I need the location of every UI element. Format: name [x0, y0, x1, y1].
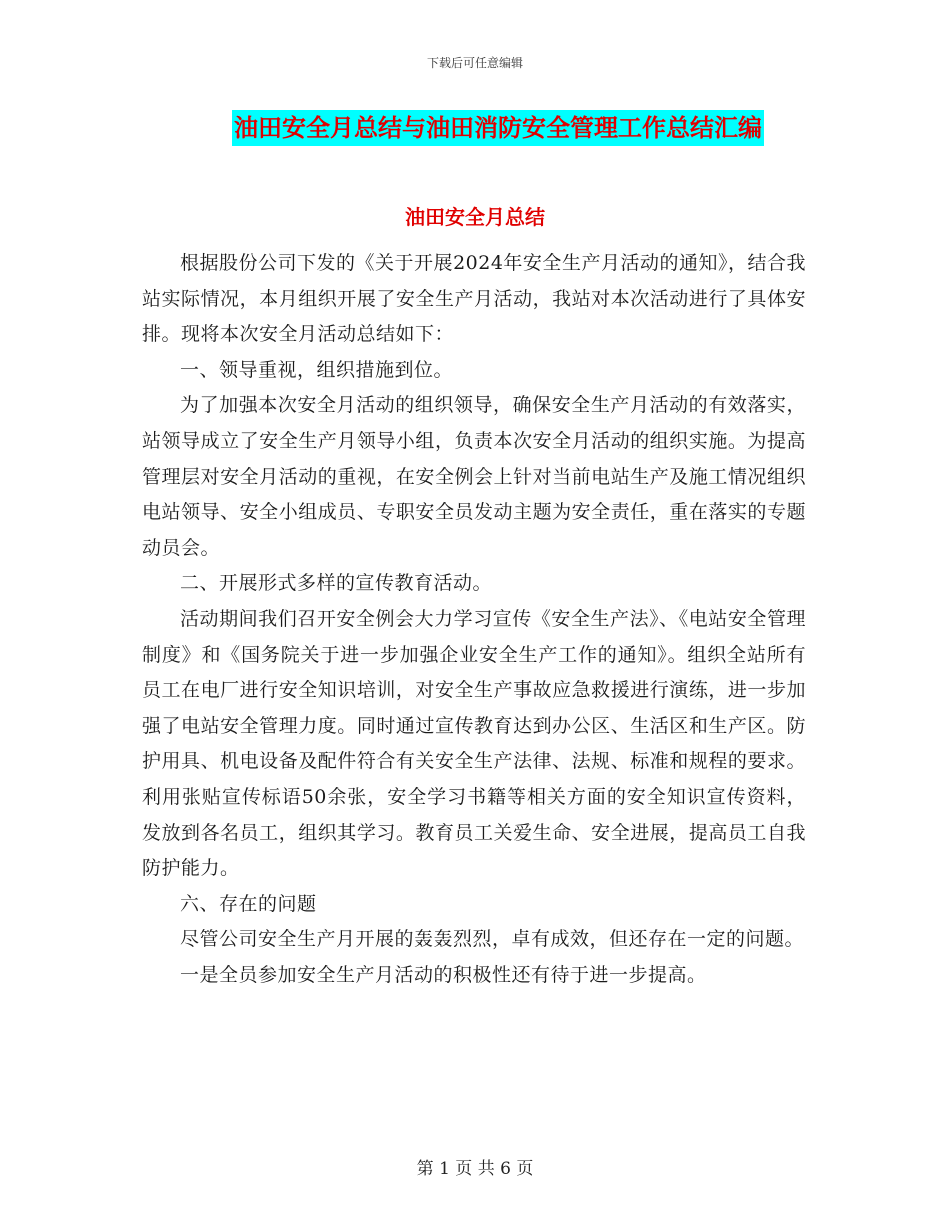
paragraph-problem-one: 一是全员参加安全生产月活动的积极性还有待于进一步提高。	[180, 963, 707, 986]
paragraph-problems: 尽管公司安全生产月开展的轰轰烈烈，卓有成效，但还存在一定的问题。	[180, 928, 805, 951]
section-title: 油田安全月总结	[405, 205, 545, 229]
heading-problems: 六、存在的问题	[180, 892, 317, 915]
heading-publicity: 二、开展形式多样的宣传教育活动。	[180, 572, 493, 595]
document-title: 油田安全月总结与油田消防安全管理工作总结汇编	[232, 110, 764, 146]
page-number-footer: 第 1 页 共 6 页	[416, 1159, 534, 1179]
paragraph-publicity: 活动期间我们召开安全例会大力学习宣传《安全生产法》、《电站安全管理制度》和《国务院关于进一步加强企业安全生产工作的通知》。组织全站所有员工在电厂进行安全知识培训，对安全生产事故应急救援进行演练，进一步加强了电站安全管理力度。同时通过宣传教育达到办公区、生活区和生产区。防护用具、机电设备及配件符合有关安全生产法律、法规、标准和规程的要求。利用张贴宣传标语50余张，安全学习书籍等相关方面的安全知识宣传资料，发放到各名员工，组织其学习。教育员工关爱生命、安全进展，提高员工自我防护能力。	[142, 607, 806, 880]
document-title-container	[0, 110, 950, 146]
document-body	[142, 246, 806, 993]
page-header-note: 下载后可任意编辑	[426, 56, 523, 70]
paragraph-leadership: 为了加强本次安全月活动的组织领导，确保安全生产月活动的有效落实，站领导成立了安全生产月领导小组，负责本次安全月活动的组织实施。为提高管理层对安全月活动的重视，在安全例会上针对当前电站生产及施工情况组织电站领导、安全小组成员、专职安全员发动主题为安全责任，重在落实的专题动员会。	[142, 394, 806, 559]
paragraph-intro: 根据股份公司下发的《关于开展2024年安全生产月活动的通知》，结合我站实际情况，本月组织开展了安全生产月活动，我站对本次活动进行了具体安排。现将本次安全月活动总结如下：	[142, 252, 806, 346]
heading-leadership: 一、领导重视，组织措施到位。	[180, 358, 454, 381]
